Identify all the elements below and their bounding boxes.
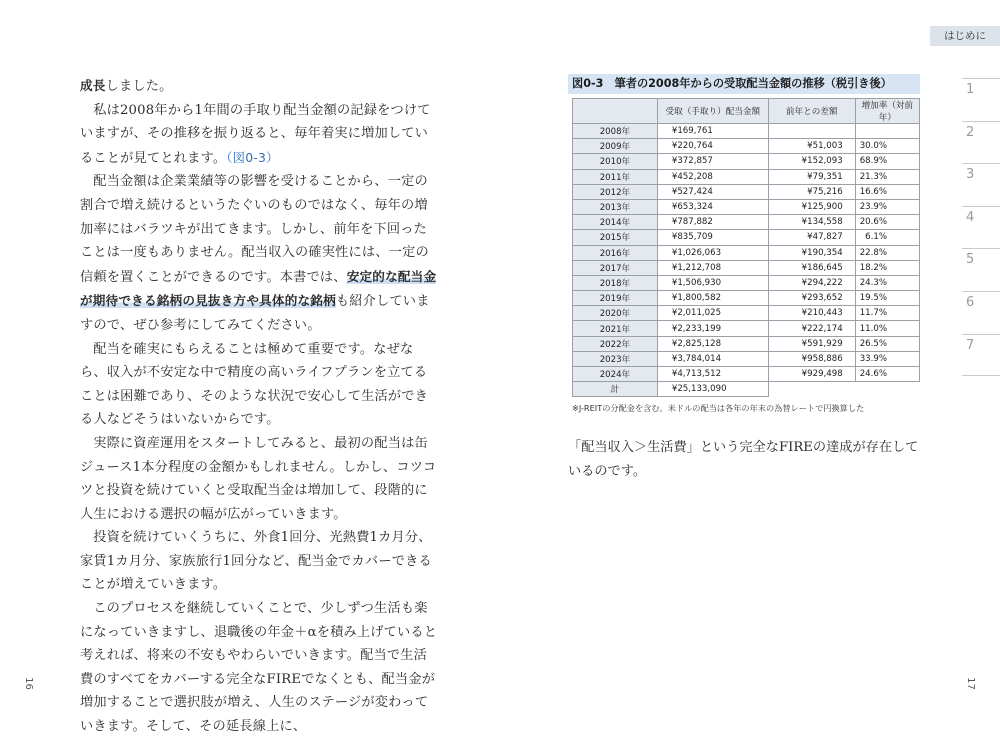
table-cell: ¥3,784,014 <box>657 351 768 366</box>
table-cell: 11.7% <box>855 306 919 321</box>
table-row <box>573 139 920 154</box>
chapter-number: 7 <box>966 337 975 353</box>
table-cell: 2019年 <box>573 291 658 306</box>
table-header: 受取（手取り）配当金額 <box>657 99 768 124</box>
table-cell: ¥169,761 <box>657 124 768 139</box>
table-cell: ¥787,882 <box>657 215 768 230</box>
paragraph-4: 配当を確実にもらえることは極めて重要です。なぜなら、収入が不安定な中で精度の高いライフプランを立てることは困難であり、そのような状況で安心して生活ができる人などそうはいないからです。 <box>80 341 429 428</box>
chapter-index <box>962 78 1000 377</box>
paragraph-2 <box>80 99 440 171</box>
table-cell: ¥653,324 <box>657 199 768 214</box>
table-cell: ¥79,351 <box>768 169 855 184</box>
table-cell: ¥210,443 <box>768 306 855 321</box>
table-cell: ¥186,645 <box>768 260 855 275</box>
table-cell: ¥2,011,025 <box>657 306 768 321</box>
table-cell: 2023年 <box>573 351 658 366</box>
paragraph-3 <box>80 170 440 337</box>
table-cell: 2015年 <box>573 230 658 245</box>
table-cell: ¥220,764 <box>657 139 768 154</box>
table-cell: 2017年 <box>573 260 658 275</box>
table-cell: 2011年 <box>573 169 658 184</box>
table-cell: 2016年 <box>573 245 658 260</box>
table-row <box>573 306 920 321</box>
table-cell: 20.6% <box>855 215 919 230</box>
table-header-row <box>573 99 920 124</box>
chapter-index-item[interactable] <box>962 121 1000 162</box>
table-cell: ¥47,827 <box>768 230 855 245</box>
table-row <box>573 321 920 336</box>
paragraph-7: このプロセスを継続していくことで、少しずつ生活も楽になっていきますし、退職後の年金＋αを積み上げていると考えれば、将来の不安もやわらいでいきます。配当で生活費のすべてをカバーする完全なFIREでなくとも、配当金が増加することで選択肢が増え、人生のステージが変わっていきます。そして、その延長線上に、 <box>80 601 438 735</box>
table-cell: 26.5% <box>855 336 919 351</box>
table-cell: 2021年 <box>573 321 658 336</box>
table-cell: ¥4,713,512 <box>657 367 768 382</box>
table-cell: 2020年 <box>573 306 658 321</box>
table-cell: 2018年 <box>573 275 658 290</box>
table-row <box>573 154 920 169</box>
table-body <box>573 124 920 397</box>
chapter-number: 1 <box>966 82 975 97</box>
table-row <box>573 336 920 351</box>
chapter-index-item[interactable] <box>962 163 1000 204</box>
right-body-text <box>568 436 928 483</box>
section-tab: はじめに <box>930 26 1000 46</box>
left-page <box>0 0 500 735</box>
table-cell: 22.8% <box>855 245 919 260</box>
table-cell: ¥1,212,708 <box>657 260 768 275</box>
table-cell: ¥1,506,930 <box>657 275 768 290</box>
table-cell: 24.6% <box>855 367 919 382</box>
table-row <box>573 184 920 199</box>
table-cell <box>768 124 855 139</box>
chapter-index-item[interactable] <box>962 248 1000 289</box>
table-row <box>573 230 920 245</box>
total-label: 計 <box>573 382 658 397</box>
table-cell: 33.9% <box>855 351 919 366</box>
table-cell: ¥75,216 <box>768 184 855 199</box>
table-row <box>573 199 920 214</box>
table-row <box>573 245 920 260</box>
table-cell: ¥527,424 <box>657 184 768 199</box>
table-cell: ¥958,886 <box>768 351 855 366</box>
highlighted-phrase: 安定的な配当金が期待できる銘柄の見抜き方や具体的な銘柄 <box>80 268 437 309</box>
page-number-left: 16 <box>22 677 34 690</box>
table-cell: ¥452,208 <box>657 169 768 184</box>
table-cell: 2013年 <box>573 199 658 214</box>
paragraph-3-text-b: も紹介していますので、ぜひ参考にしてみてください。 <box>80 294 430 333</box>
chapter-index-item[interactable] <box>962 334 1000 376</box>
table-cell: ¥1,026,063 <box>657 245 768 260</box>
paragraph-5: 実際に資産運用をスタートしてみると、最初の配当は缶ジュース1本分程度の金額かもしれません。しかし、コツコツと投資を続けていくと受取配当金は増加して、段階的に人生における選択の幅が広がっていきます。 <box>80 435 437 522</box>
table-cell: 2010年 <box>573 154 658 169</box>
figure-reference-link[interactable]: （図0-3） <box>226 149 279 165</box>
chapter-index-item[interactable] <box>962 78 1000 119</box>
table-cell: 19.5% <box>855 291 919 306</box>
table-cell: 2024年 <box>573 367 658 382</box>
table-cell: 2008年 <box>573 124 658 139</box>
table-cell: 16.6% <box>855 184 919 199</box>
table-header: 前年との差額 <box>768 99 855 124</box>
table-row <box>573 275 920 290</box>
chapter-index-item[interactable] <box>962 206 1000 247</box>
left-body-text <box>80 74 440 739</box>
table-cell: ¥222,174 <box>768 321 855 336</box>
table-cell: 23.9% <box>855 199 919 214</box>
table-cell: ¥2,233,199 <box>657 321 768 336</box>
table-cell: 21.3% <box>855 169 919 184</box>
table-cell: 6.1% <box>855 230 919 245</box>
table-cell: ¥51,003 <box>768 139 855 154</box>
table-cell: ¥2,825,128 <box>657 336 768 351</box>
table-cell: ¥134,558 <box>768 215 855 230</box>
table-cell: 11.0% <box>855 321 919 336</box>
right-paragraph: 「配当収入＞生活費」という完全なFIREの達成が存在しているのです。 <box>568 440 919 479</box>
bold-phrase: 成長 <box>80 78 106 93</box>
table-row <box>573 260 920 275</box>
table-header <box>573 99 658 124</box>
table-cell: 68.9% <box>855 154 919 169</box>
table-cell: 2014年 <box>573 215 658 230</box>
chapter-number: 5 <box>966 252 975 268</box>
total-value: ¥25,133,090 <box>657 382 768 397</box>
table-header: 増加率（対前年） <box>855 99 919 124</box>
figure-title: 図0-3 筆者の2008年からの受取配当金額の推移（税引き後） <box>568 74 920 94</box>
table-cell: 18.2% <box>855 260 919 275</box>
chapter-number: 6 <box>966 294 975 310</box>
table-cell-empty <box>768 382 919 397</box>
table-cell: ¥152,093 <box>768 154 855 169</box>
table-cell: 2009年 <box>573 139 658 154</box>
table-cell <box>855 124 919 139</box>
table-cell: ¥293,652 <box>768 291 855 306</box>
chapter-index-item[interactable] <box>962 291 1000 332</box>
table-cell: ¥929,498 <box>768 367 855 382</box>
paragraph-3-text-a: 配当金額は企業業績等の影響を受けることから、一定の割合で増え続けるというたぐいのものではなく、毎年の増加率にはバラツキが出てきます。しかし、前年を下回ったことは一度もありません。配当収入の確実性には、一定の信頼を置くことができるのです。本書では、 <box>80 174 429 285</box>
table-row <box>573 124 920 139</box>
chapter-number: 4 <box>966 209 975 225</box>
table-cell: ¥125,900 <box>768 199 855 214</box>
table-row <box>573 367 920 382</box>
paragraph-6: 投資を続けていくうちに、外食1回分、光熱費1カ月分、家賃1カ月分、家族旅行1回分など、配当金でカバーできることが増えていきます。 <box>80 530 432 593</box>
table-row <box>573 215 920 230</box>
table-cell: 30.0% <box>855 139 919 154</box>
table-cell: ¥190,354 <box>768 245 855 260</box>
table-row <box>573 169 920 184</box>
paragraph-2-text: 私は2008年から1年間の手取り配当金額の記録をつけていますが、その推移を振り返ると、毎年着実に増加していることが見てとれます。 <box>80 102 431 166</box>
table-row <box>573 291 920 306</box>
table-cell: ¥835,709 <box>657 230 768 245</box>
paragraph-1 <box>80 74 440 99</box>
paragraph-1-text: しました。 <box>105 79 173 94</box>
table-cell: 2022年 <box>573 336 658 351</box>
dividend-table <box>572 98 920 397</box>
chapter-number: 3 <box>966 167 975 183</box>
table-cell: ¥372,857 <box>657 154 768 169</box>
table-row <box>573 351 920 366</box>
table-note: ※J-REITの分配金を含む。米ドルの配当は各年の年末の為替レートで円換算した <box>572 403 865 413</box>
chapter-number: 2 <box>966 124 975 140</box>
table-cell: ¥591,929 <box>768 336 855 351</box>
table-cell: ¥294,222 <box>768 275 855 290</box>
table-cell: 2012年 <box>573 184 658 199</box>
page-number-right: 17 <box>964 677 976 690</box>
table-cell: ¥1,800,582 <box>657 291 768 306</box>
table-cell: 24.3% <box>855 275 919 290</box>
table-total-row <box>573 382 920 397</box>
